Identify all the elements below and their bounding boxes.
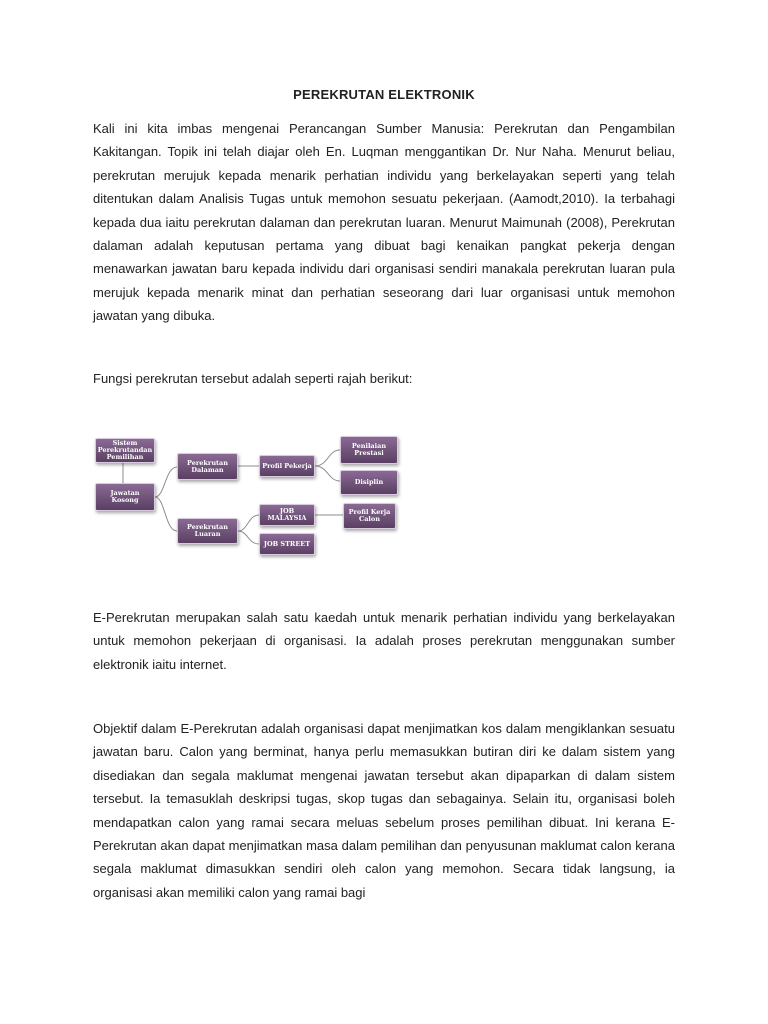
paragraph-diagram-caption: Fungsi perekrutan tersebut adalah seperti rajah berikut: [93,371,413,386]
recruitment-diagram [93,433,413,563]
document-title: PEREKRUTAN ELEKTRONIK [293,87,475,102]
paragraph-e-perekrutan: E-Perekrutan merupakan salah satu kaedah untuk menarik perhatian individu yang berkelayakan untuk memohon pekerjaan di organisasi. Ia adalah proses perekrutan menggunakan sumber elektronik iaitu internet. [93,610,675,672]
node-profil-kerja-calon: Profil Kerja Calon [343,503,396,529]
connector-profil-penilaian [315,450,340,466]
paragraph-intro: Kali ini kita imbas mengenai Perancangan Sumber Manusia: Perekrutan dan Pengambilan Kakitangan. Topik ini telah diajar oleh En. Luqman menggantikan Dr. Nur Naha. Menurut beliau, perekrutan merujuk kepada menarik perhatian individu yang berkelayakan seperti yang telah ditentukan dalam Analisis Tugas untuk memohon sesuatu pekerjaan. (Aamodt,2010). Ia terbahagi kepada dua iaitu perekrutan dalaman dan perekrutan luaran. Menurut Maimunah (2008), Perekrutan dalaman adalah keputusan pertama yang dibuat bagi kenaikan pangkat pekerja dengan menawarkan jawatan baru kepada individu dari organisasi sendiri manakala perekrutan luaran pula merujuk kepada menarik minat dan perhatian seseorang dari luar organisasi untuk memohon jawatan yang dibuka. [93,121,675,324]
connector-jawatan-dalaman [155,467,177,497]
node-jawatan-kosong: Jawatan Kosong [95,483,155,511]
node-job-malaysia: JOB MALAYSIA [259,504,315,526]
node-profil-pekerja: Profil Pekerja [259,455,315,477]
node-perekrutan-luaran: Perekrutan Luaran [177,518,238,544]
connector-luaran-jobmy [238,515,259,531]
paragraph-objektif: Objektif dalam E-Perekrutan adalah organisasi dapat menjimatkan kos dalam mengiklankan sesuatu jawatan baru. Calon yang berminat, hanya perlu memasukkan butiran diri ke dalam sistem yang disediakan dan segala maklumat mengenai jawatan tersebut akan dipaparkan di dalam sistem tersebut. Ia temasuklah deskripsi tugas, skop tugas dan sebagainya. Selain itu, organisasi boleh mendapatkan calon yang ramai secara meluas sebelum proses pemilihan dibuat. Ini kerana E-Perekrutan akan dapat menjimatkan masa dalam pemilihan dan penyusunan maklumat calon kerana segala maklumat dimasukkan sendiri oleh calon yang memohon. Secara tidak langsung, ia organisasi akan memiliki calon yang ramai bagi [93,721,675,900]
node-disiplin: Disiplin [340,470,398,495]
node-perekrutan-dalaman: Perekrutan Dalaman [177,453,238,480]
connector-profil-disiplin [315,466,340,481]
connector-jawatan-luaran [155,497,177,531]
node-jobstreet: JOB STREET [259,533,315,555]
node-penilaian-prestasi: Penilaian Prestasi [340,436,398,464]
connector-luaran-jobstreet [238,531,259,544]
node-sistem-perekrutan: Sistem Perekrutandan Pemilihan [95,438,155,463]
